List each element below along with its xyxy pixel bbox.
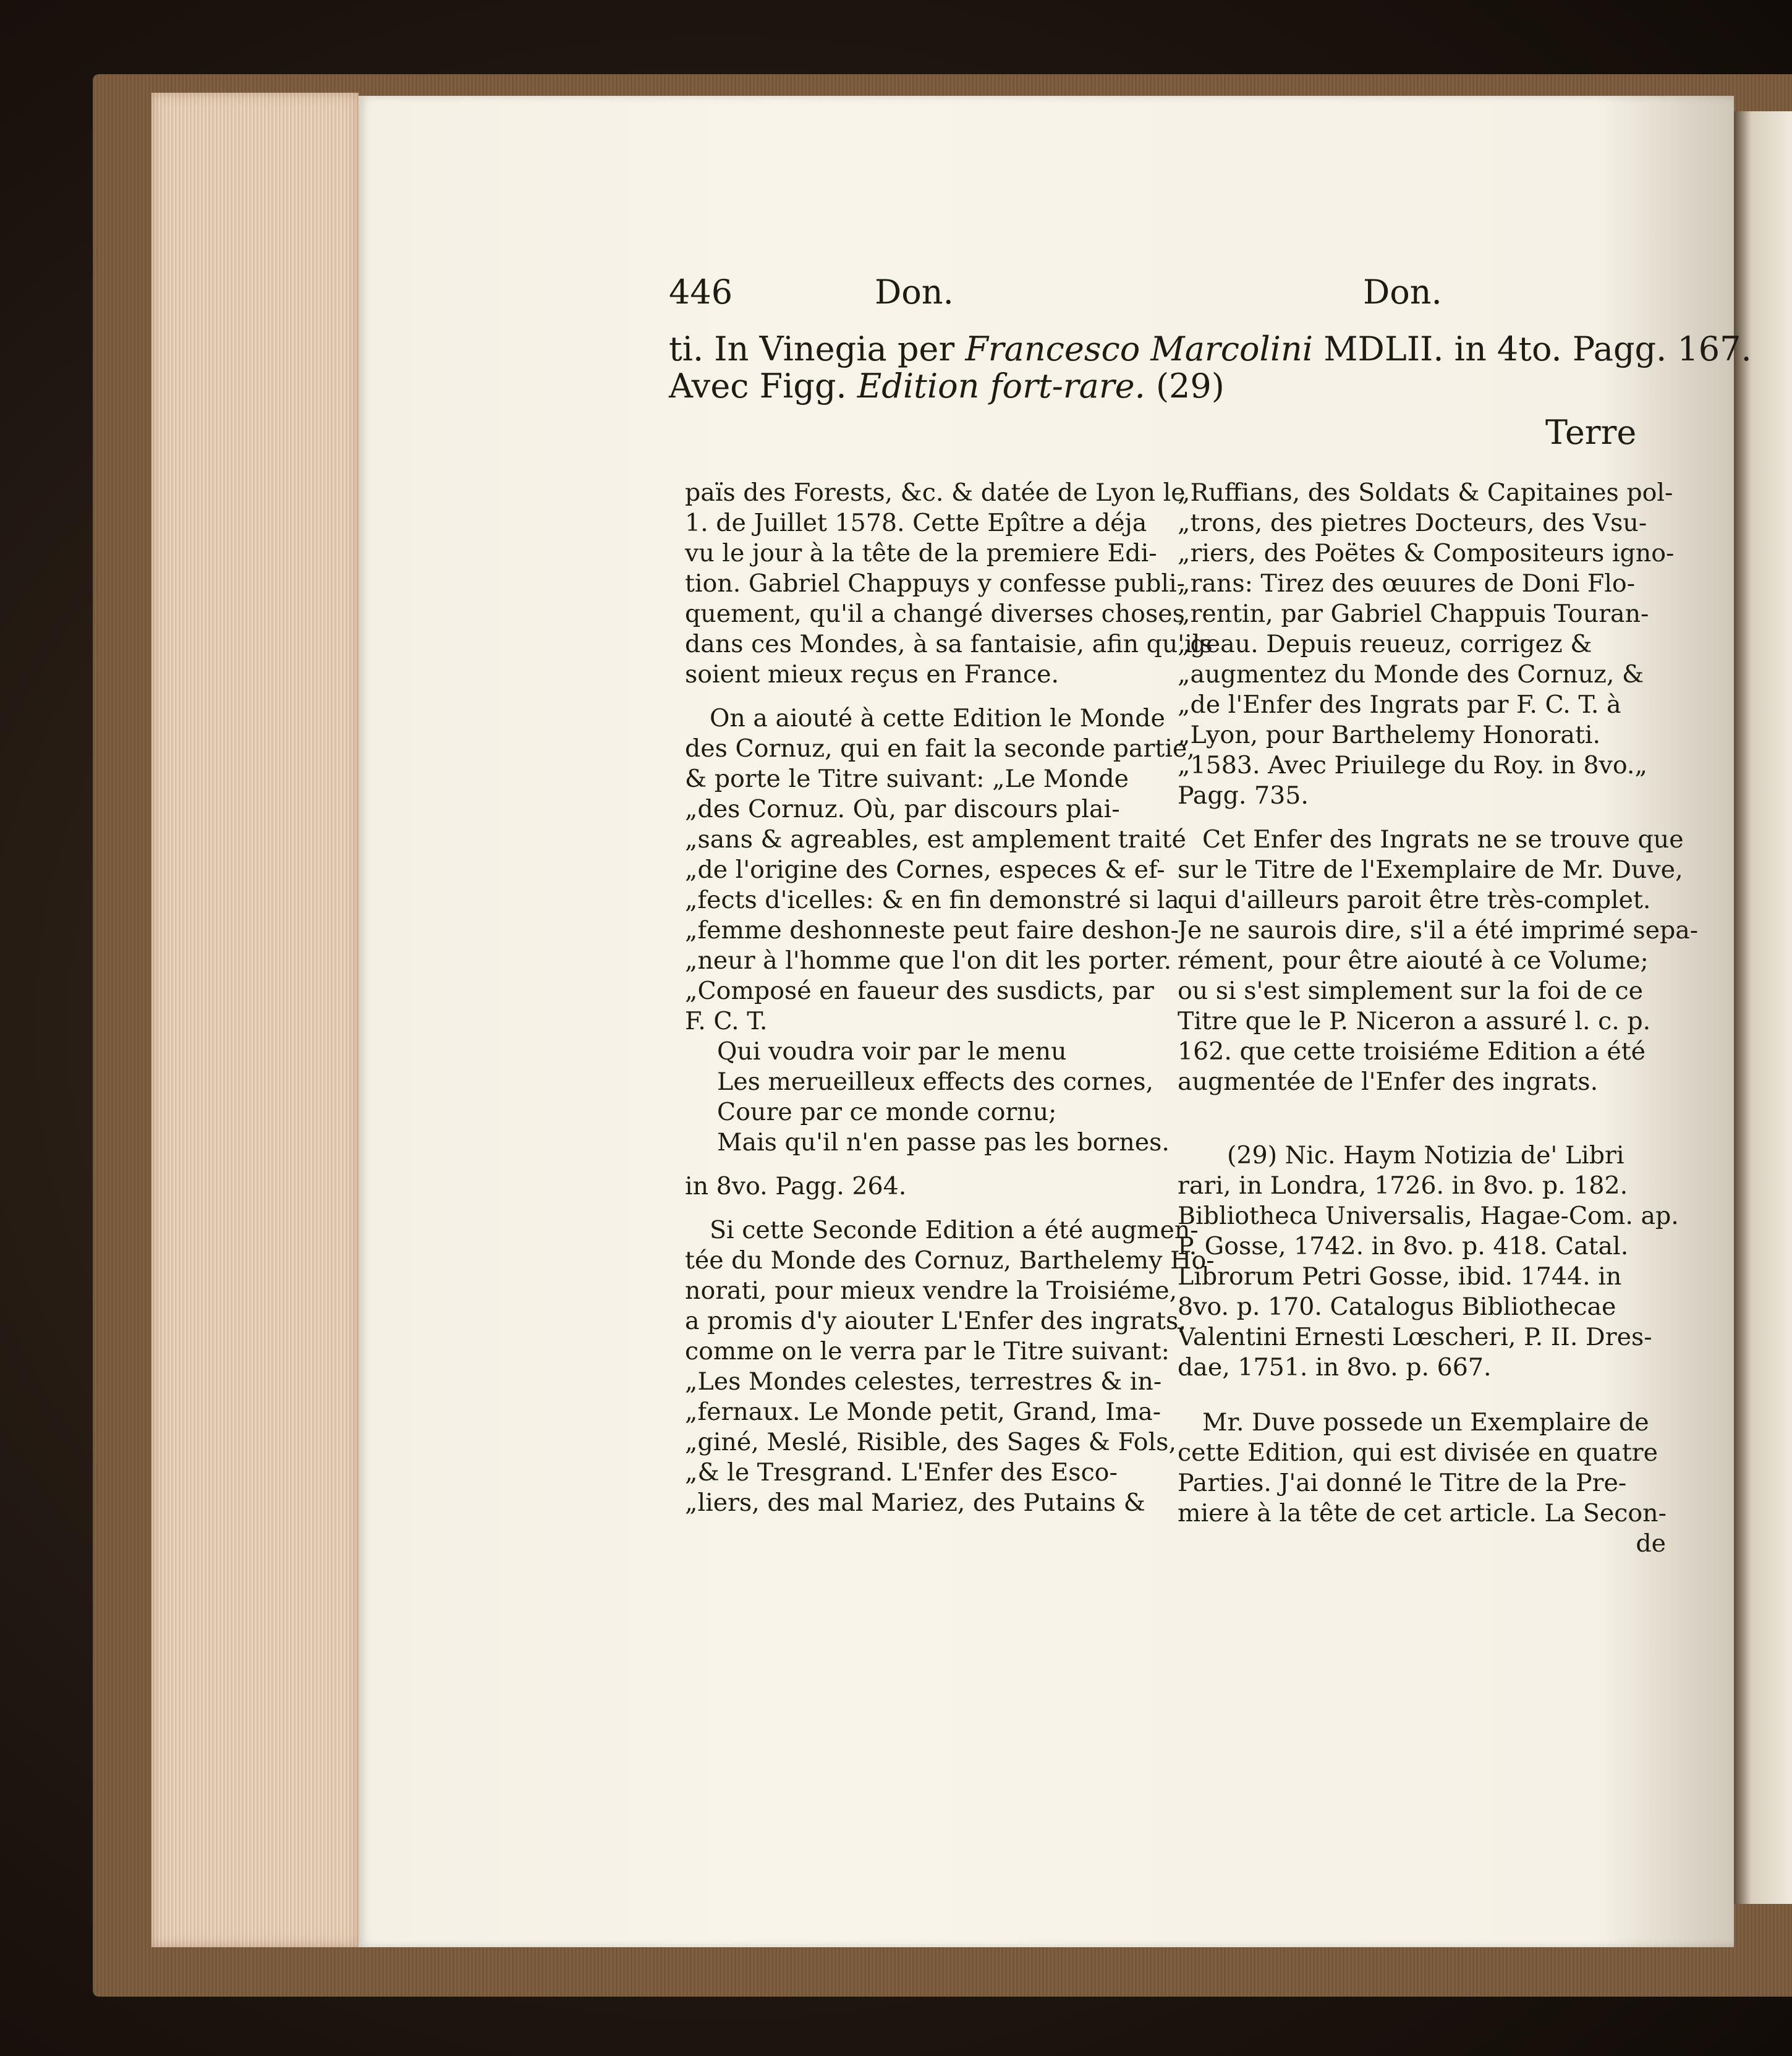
text-line: ou si s'est simplement sur la foi de ce [1178,977,1643,1005]
left-column [685,478,1215,1518]
right-running-title: Don. [1363,273,1442,312]
catchword-bottom: de [1636,1529,1666,1558]
text-line: & porte le Titre suivant: „Le Monde [685,765,1129,793]
text-line: „riers, des Poëtes & Compositeurs igno- [1178,539,1675,567]
text-line: Si cette Seconde Edition a été augmen- [710,1216,1199,1244]
text-line: Pagg. 735. [1178,781,1309,810]
text-line: qui d'ailleurs paroit être très-complet. [1178,886,1651,914]
text-line: sur le Titre de l'Exemplaire de Mr. Duve, [1178,856,1683,884]
intro-line-1: ti. In Vinegia per Francesco Marcolini MDLII. in 4to. Pagg. 167. [669,329,1752,368]
text-line: „rans: Tirez des œuures de Doni Flo- [1178,569,1636,598]
text-line: „trons, des pietres Docteurs, des Vsu- [1178,509,1647,537]
footnote-line: (29) Nic. Haym Notizia de' Libri [1227,1141,1624,1170]
text-line: „rentin, par Gabriel Chappuis Touran- [1178,600,1649,628]
text-line: „Ruffians, des Soldats & Capitaines pol- [1178,478,1673,507]
right-column [1178,478,1699,1559]
text-line: Mr. Duve possede un Exemplaire de [1202,1408,1649,1437]
text-line: Parties. J'ai donné le Titre de la Pre- [1178,1469,1627,1497]
footnote-line: P. Gosse, 1742. in 8vo. p. 418. Catal. [1178,1232,1629,1260]
text-line: „augmentez du Monde des Cornuz, & [1178,660,1644,689]
text-line: païs des Forests, &c. & datée de Lyon le [685,478,1186,507]
page-block-edge [151,93,359,1947]
text-line: F. C. T. [685,1007,768,1035]
text-line: tée du Monde des Cornuz, Barthelemy Ho- [685,1246,1215,1275]
text-line: quement, qu'il a changé diverses choses [685,600,1185,628]
text-line: On a aiouté à cette Edition le Monde [710,704,1165,733]
text-line: „giné, Meslé, Risible, des Sages & Fols, [685,1428,1176,1456]
catchword-top: Terre [1545,413,1637,452]
book-page [359,96,1752,1947]
intro-line-2: Avec Figg. Edition fort-rare. (29) [669,367,1225,406]
text-line: Cet Enfer des Ingrats ne se trouve que [1202,825,1684,854]
text-line: „de l'origine des Cornes, especes & ef- [685,856,1165,884]
text-line: „& le Tresgrand. L'Enfer des Esco- [685,1458,1118,1487]
poem-line: Mais qu'il n'en passe pas les bornes. [717,1128,1170,1157]
facing-page-edge [1734,111,1792,1904]
text-line: cette Edition, qui est divisée en quatre [1178,1438,1658,1467]
text-line: „femme deshonneste peut faire deshon- [685,916,1179,945]
text-line: „neur à l'homme que l'on dit les porter. [685,946,1172,975]
footnote-line: 8vo. p. 170. Catalogus Bibliothecae [1178,1293,1616,1321]
text-line: a promis d'y aiouter L'Enfer des ingrats, [685,1307,1186,1335]
footnote-line: Librorum Petri Gosse, ibid. 1744. in [1178,1262,1622,1291]
text-line: Titre que le P. Niceron a assuré l. c. p. [1178,1007,1651,1035]
text-line: vu le jour à la tête de la premiere Edi- [685,539,1157,567]
text-line: augmentée de l'Enfer des ingrats. [1178,1068,1599,1096]
text-line: 1. de Juillet 1578. Cette Epître a déja [685,509,1147,537]
text-line: dans ces Mondes, à sa fantaisie, afin qu'ils [685,630,1213,658]
text-line: „des Cornuz. Où, par discours plai- [685,795,1120,823]
text-line: „Les Mondes celestes, terrestres & in- [685,1367,1162,1396]
text-line: „geau. Depuis reueuz, corrigez & [1178,630,1592,658]
text-line: in 8vo. Pagg. 264. [685,1172,907,1200]
text-line: „liers, des mal Mariez, des Putains & [685,1489,1145,1517]
footnote-line: Valentini Ernesti Lœscheri, P. II. Dres- [1178,1323,1652,1351]
text-line: „fernaux. Le Monde petit, Grand, Ima- [685,1398,1161,1426]
text-line: comme on le verra par le Titre suivant: [685,1337,1170,1366]
text-line: „1583. Avec Priuilege du Roy. in 8vo.„ [1178,751,1647,779]
text-line: Je ne saurois dire, s'il a été imprimé sepa- [1178,916,1699,945]
text-line: „fects d'icelles: & en fin demonstré si la [685,886,1179,914]
text-line: norati, pour mieux vendre la Troisiéme, [685,1277,1178,1305]
page-number: 446 [669,273,733,312]
text-line: tion. Gabriel Chappuys y confesse publi- [685,569,1185,598]
text-line: „de l'Enfer des Ingrats par F. C. T. à [1178,690,1621,719]
text-line: „Composé en faueur des susdicts, par [685,977,1154,1005]
text-line: miere à la tête de cet article. La Secon- [1178,1499,1667,1527]
text-line: rément, pour être aiouté à ce Volume; [1178,946,1649,975]
poem-line: Coure par ce monde cornu; [717,1098,1057,1126]
text-line: „Lyon, pour Barthelemy Honorati. [1178,721,1601,749]
text-line: 162. que cette troisiéme Edition a été [1178,1037,1645,1066]
left-running-title: Don. [875,273,954,312]
footnote-line: Bibliotheca Universalis, Hagae-Com. ap. [1178,1202,1679,1230]
footnote-line: rari, in Londra, 1726. in 8vo. p. 182. [1178,1171,1628,1200]
poem-line: Qui voudra voir par le menu [717,1037,1067,1066]
text-line: „sans & agreables, est amplement traité [685,825,1186,854]
text-line: des Cornuz, qui en fait la seconde partie, [685,734,1195,763]
poem-line: Les merueilleux effects des cornes, [717,1068,1154,1096]
footnote-line: dae, 1751. in 8vo. p. 667. [1178,1353,1492,1382]
text-line: soient mieux reçus en France. [685,660,1059,689]
